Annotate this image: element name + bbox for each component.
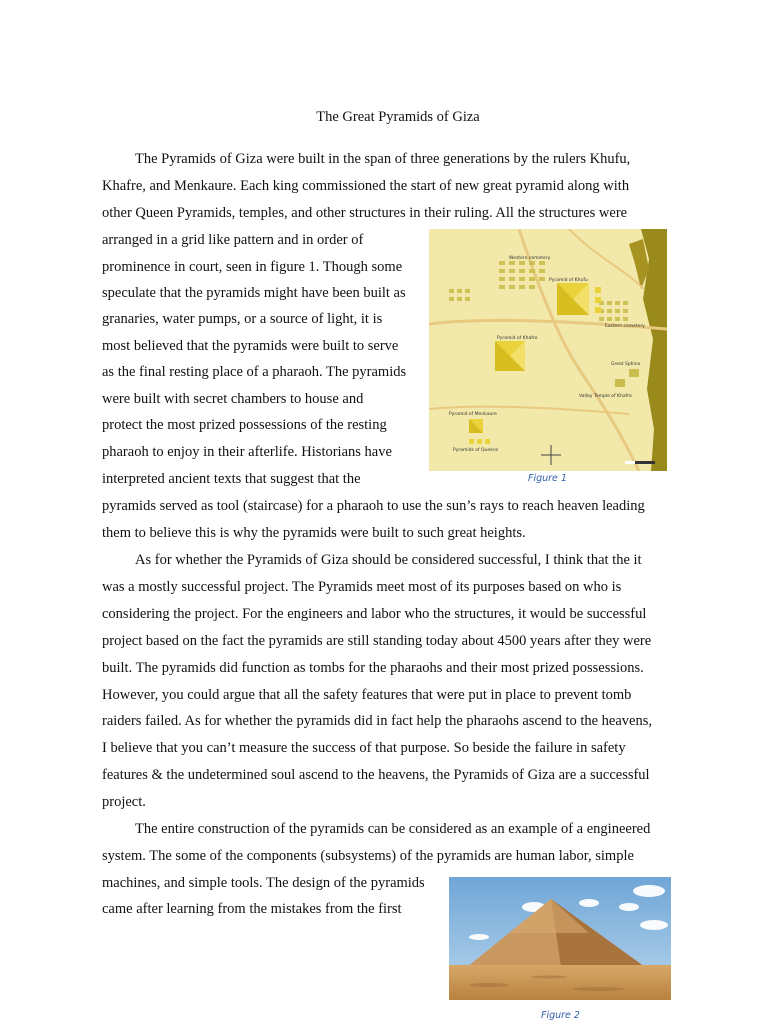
- text-line: I believe that you can’t measure the success of that purpose. So beside the failure in safety: [102, 740, 626, 756]
- text-line: built. The pyramids did function as tombs for the pharaohs and their most prized possessions.: [102, 660, 644, 676]
- text-line: were built with secret chambers to house and: [102, 391, 364, 407]
- text-line: was a mostly successful project. The Pyramids meet most of its purposes based on who is: [102, 579, 622, 595]
- text-line: interpreted ancient texts that suggest that the: [102, 471, 361, 487]
- text-line: However, you could argue that all the safety features that were put in place to prevent tomb: [102, 687, 632, 703]
- label-khafre: Pyramid of Khafre: [497, 336, 538, 341]
- figure-1-caption: Figure 1: [528, 473, 567, 484]
- text-line: pyramids served as tool (staircase) for a pharaoh to use the sun’s rays to reach heaven leading: [102, 498, 645, 514]
- pyramid-khufu: [557, 283, 589, 315]
- pyramid-menkaure: [469, 419, 483, 433]
- text-line: project based on the fact the pyramids are still standing today about 4500 years after they were: [102, 633, 652, 649]
- text-line: speculate that the pyramids might have been built as: [102, 285, 406, 301]
- figure-2-caption: Figure 2: [541, 1010, 580, 1021]
- text-line: machines, and simple tools. The design of the pyramids: [102, 875, 425, 891]
- label-western: Western cemetery: [509, 256, 551, 261]
- giza-map-figure: [429, 229, 667, 471]
- pyramid-khafre: [495, 341, 525, 371]
- text-line: granaries, water pumps, or a source of light, it is: [102, 311, 383, 327]
- text-line: arranged in a grid like pattern and in order of: [102, 232, 364, 248]
- pyramid-photo-figure: [449, 877, 671, 1000]
- text-line: project.: [102, 794, 146, 810]
- label-menkaure: Pyramid of Menkaure: [449, 412, 497, 417]
- text-line: came after learning from the mistakes from the first: [102, 901, 402, 917]
- text-line: pharaoh to enjoy in their afterlife. Historians have: [102, 444, 392, 460]
- label-khufu: Pyramid of Khufu: [549, 278, 588, 283]
- text-line: protect the most prized possessions of the resting: [102, 417, 387, 433]
- text-line: prominence in court, seen in figure 1. Though some: [102, 259, 403, 275]
- label-eastern: Eastern cemetery: [605, 324, 645, 329]
- text-line: Khafre, and Menkaure. Each king commissioned the start of new great pyramid along with: [102, 178, 630, 194]
- text-line: The entire construction of the pyramids can be considered as an example of a engineered: [135, 821, 651, 837]
- text-line: raiders failed. As for whether the pyramids did in fact help the pharaohs ascend to the heavens,: [102, 713, 653, 729]
- text-line: As for whether the Pyramids of Giza should be considered successful, I think that the it: [135, 552, 642, 568]
- text-line: features & the undetermined soul ascend to the heavens, the Pyramids of Giza are a successful: [102, 767, 650, 783]
- pyramid-photo: [449, 877, 671, 1000]
- text-line: system. The some of the components (subsystems) of the pyramids are human labor, simple: [102, 848, 634, 864]
- text-line: considering the project. For the engineers and labor who the structures, it would be successful: [102, 606, 647, 622]
- label-queens: Pyramids of Queens: [453, 448, 499, 453]
- text-line: as the final resting place of a pharaoh. The pyramids: [102, 364, 407, 380]
- text-line: them to believe this is why the pyramids were built to such great heights.: [102, 525, 526, 541]
- label-valley-khafre: Valley Temple of Khafre: [579, 394, 632, 399]
- label-sphinx: Great Sphinx: [611, 362, 641, 367]
- giza-map: [429, 229, 667, 471]
- text-line: most believed that the pyramids were built to serve: [102, 338, 399, 354]
- page-title: The Great Pyramids of Giza: [316, 109, 480, 125]
- text-line: other Queen Pyramids, temples, and other structures in their ruling. All the structures were: [102, 205, 628, 221]
- text-line: The Pyramids of Giza were built in the span of three generations by the rulers Khufu,: [135, 151, 631, 167]
